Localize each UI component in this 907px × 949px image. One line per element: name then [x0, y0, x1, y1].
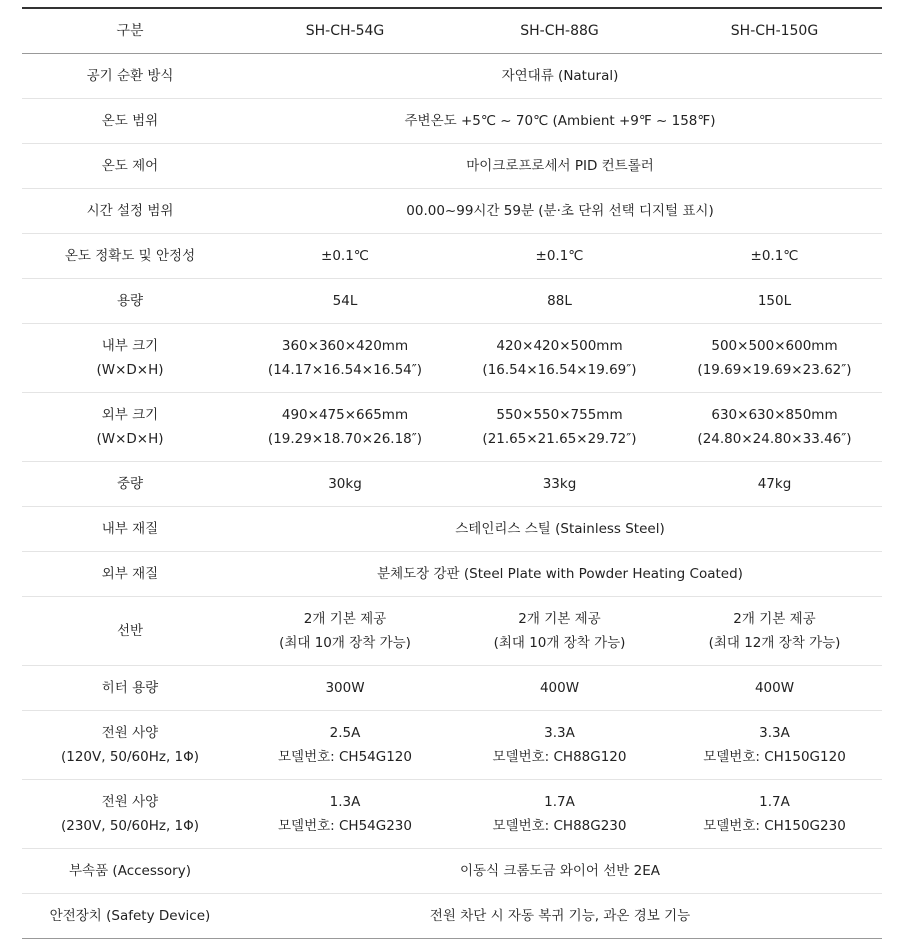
row-value: 분체도장 강판 (Steel Plate with Powder Heating Coated) — [238, 551, 882, 596]
row-outer-material — [22, 551, 882, 596]
cell-88g — [452, 323, 667, 392]
shelf-max: (최대 10개 장착 가능) — [279, 634, 411, 651]
cell-54g — [238, 779, 452, 848]
row-label-line2: (120V, 50/60Hz, 1Φ) — [60, 748, 200, 765]
current: 1.7A — [759, 793, 790, 810]
cell-150g — [667, 710, 882, 779]
current: 3.3A — [544, 724, 575, 741]
cell-54g — [238, 596, 452, 665]
row-power-230v — [22, 779, 882, 848]
model-number: 모델번호: CH88G230 — [492, 817, 627, 834]
cell-88g — [452, 392, 667, 461]
row-label: 외부 재질 — [22, 551, 238, 596]
row-safety-device — [22, 893, 882, 938]
cell-88g — [452, 596, 667, 665]
spec-table — [22, 7, 882, 939]
row-heater — [22, 665, 882, 710]
current: 3.3A — [759, 724, 790, 741]
row-label — [22, 392, 238, 461]
row-label-line1: 전원 사양 — [101, 793, 159, 810]
dimension-inch: (19.69×19.69×23.62″) — [697, 361, 852, 378]
row-label: 온도 정확도 및 안정성 — [22, 233, 238, 278]
cell-88g: 88L — [452, 278, 667, 323]
row-capacity — [22, 278, 882, 323]
cell-88g: 400W — [452, 665, 667, 710]
cell-88g — [452, 779, 667, 848]
cell-54g — [238, 710, 452, 779]
row-value: 이동식 크롬도금 와이어 선반 2EA — [238, 848, 882, 893]
cell-54g — [238, 392, 452, 461]
model-number: 모델번호: CH88G120 — [492, 748, 627, 765]
current: 1.3A — [329, 793, 361, 810]
row-label — [22, 779, 238, 848]
row-label: 안전장치 (Safety Device) — [22, 893, 238, 938]
header-model-88g: SH-CH-88G — [452, 8, 667, 53]
row-shelf — [22, 596, 882, 665]
model-number: 모델번호: CH150G120 — [703, 748, 846, 765]
row-label: 중량 — [22, 461, 238, 506]
dimension-mm: 630×630×850mm — [711, 406, 838, 423]
current: 1.7A — [544, 793, 575, 810]
dimension-inch: (21.65×21.65×29.72″) — [482, 430, 637, 447]
cell-88g: 33kg — [452, 461, 667, 506]
row-value: 마이크로프로세서 PID 컨트롤러 — [238, 143, 882, 188]
cell-150g: 47kg — [667, 461, 882, 506]
cell-88g — [452, 710, 667, 779]
row-label: 공기 순환 방식 — [22, 53, 238, 98]
row-label: 용량 — [22, 278, 238, 323]
row-accuracy — [22, 233, 882, 278]
row-weight — [22, 461, 882, 506]
row-inner-material — [22, 506, 882, 551]
shelf-max: (최대 12개 장착 가능) — [708, 634, 841, 651]
row-time-range — [22, 188, 882, 233]
row-label: 히터 용량 — [22, 665, 238, 710]
shelf-default: 2개 기본 제공 — [733, 610, 816, 627]
cell-150g: 150L — [667, 278, 882, 323]
cell-54g: 54L — [238, 278, 452, 323]
row-value: 스테인리스 스틸 (Stainless Steel) — [238, 506, 882, 551]
cell-150g: 400W — [667, 665, 882, 710]
row-temp-range — [22, 98, 882, 143]
dimension-inch: (24.80×24.80×33.46″) — [697, 430, 852, 447]
header-category: 구분 — [22, 8, 238, 53]
dimension-inch: (19.29×18.70×26.18″) — [267, 430, 423, 447]
row-label-line2: (W×D×H) — [96, 361, 164, 378]
row-temp-control — [22, 143, 882, 188]
cell-54g: 300W — [238, 665, 452, 710]
row-label: 부속품 (Accessory) — [22, 848, 238, 893]
dimension-mm: 500×500×600mm — [711, 337, 838, 354]
current: 2.5A — [329, 724, 361, 741]
row-value: 전원 차단 시 자동 복귀 기능, 과온 경보 기능 — [238, 893, 882, 938]
row-inner-size — [22, 323, 882, 392]
row-label: 온도 범위 — [22, 98, 238, 143]
row-value: 주변온도 +5℃ ~ 70℃ (Ambient +9℉ ~ 158℉) — [238, 98, 882, 143]
row-outer-size — [22, 392, 882, 461]
cell-150g — [667, 323, 882, 392]
dimension-mm: 420×420×500mm — [496, 337, 623, 354]
row-label: 온도 제어 — [22, 143, 238, 188]
cell-54g: 30kg — [238, 461, 452, 506]
row-air-circulation — [22, 53, 882, 98]
cell-150g — [667, 779, 882, 848]
row-label-line1: 내부 크기 — [101, 337, 159, 354]
header-model-150g: SH-CH-150G — [667, 8, 882, 53]
row-label-line1: 전원 사양 — [101, 724, 159, 741]
shelf-max: (최대 10개 장착 가능) — [493, 634, 626, 651]
row-value: 자연대류 (Natural) — [238, 53, 882, 98]
row-label-line2: (230V, 50/60Hz, 1Φ) — [60, 817, 200, 834]
cell-150g — [667, 392, 882, 461]
cell-150g — [667, 596, 882, 665]
header-row — [22, 8, 882, 53]
row-value: 00.00~99시간 59분 (분·초 단위 선택 디지털 표시) — [238, 188, 882, 233]
cell-54g: ±0.1℃ — [238, 233, 452, 278]
row-label — [22, 710, 238, 779]
dimension-inch: (16.54×16.54×19.69″) — [482, 361, 637, 378]
header-model-54g: SH-CH-54G — [238, 8, 452, 53]
model-number: 모델번호: CH54G120 — [278, 748, 412, 765]
dimension-mm: 360×360×420mm — [281, 337, 409, 354]
row-label: 시간 설정 범위 — [22, 188, 238, 233]
row-label: 선반 — [22, 596, 238, 665]
row-label — [22, 323, 238, 392]
dimension-mm: 490×475×665mm — [281, 406, 409, 423]
row-accessory — [22, 848, 882, 893]
cell-88g: ±0.1℃ — [452, 233, 667, 278]
dimension-inch: (14.17×16.54×16.54″) — [267, 361, 423, 378]
row-label-line1: 외부 크기 — [101, 406, 159, 423]
model-number: 모델번호: CH150G230 — [703, 817, 846, 834]
row-power-120v — [22, 710, 882, 779]
row-label-line2: (W×D×H) — [96, 430, 164, 447]
cell-150g: ±0.1℃ — [667, 233, 882, 278]
dimension-mm: 550×550×755mm — [496, 406, 623, 423]
row-label: 내부 재질 — [22, 506, 238, 551]
shelf-default: 2개 기본 제공 — [518, 610, 601, 627]
cell-54g — [238, 323, 452, 392]
model-number: 모델번호: CH54G230 — [278, 817, 412, 834]
shelf-default: 2개 기본 제공 — [303, 610, 387, 627]
